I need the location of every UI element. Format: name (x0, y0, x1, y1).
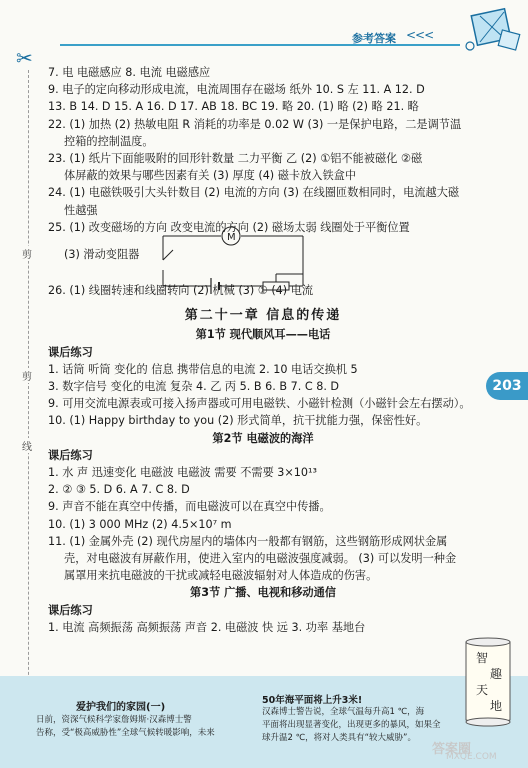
answer-line: 23. (1) 纸片下面能吸附的回形针数量 二力平衡 乙 (2) ①铝不能被磁化 ②磁 (48, 152, 423, 166)
answer-line: 1. 话筒 听筒 变化的 信息 携带信息的电流 2. 10 电话交换机 5 (48, 362, 358, 376)
page-header (0, 0, 528, 58)
line-label: 线 (22, 438, 32, 453)
answer-line: 1. 水 声 迅速变化 电磁波 电磁波 需要 不需要 3×10¹³ (48, 466, 318, 480)
answer-line: 26. (1) 线圈转速和线圈转向 (2) 机械 (3) ① (4) 电流 (48, 284, 314, 298)
circuit-row (48, 232, 478, 270)
footer-title-right: 50年海平面将上升3米! (262, 695, 363, 706)
cubes-decoration-icon (460, 2, 524, 58)
answer-line: 13. B 14. D 15. A 16. D 17. AB 18. BC 19. 略 20. (1) 略 (2) 略 21. 略 (48, 100, 419, 114)
footer-text-right (262, 706, 441, 745)
answer-content (48, 64, 478, 636)
answer-line: 25. (1) 改变磁场的方向 改变电流的方向 (2) 磁场太弱 线圈处于平衡位置 (48, 220, 410, 234)
header-arrows: <<< (406, 28, 434, 42)
answer-line: 10. (1) Happy birthday to you (2) 形式简单，抗干扰能力强，保密性好。 (48, 414, 428, 428)
footer-text-left (36, 714, 215, 740)
answer-line: 24. (1) 电磁铁吸引大头针数目 (2) 电流的方向 (3) 在线圈匝数相同时，电流越大磁 (48, 186, 460, 200)
answer-line: 1. 电流 高频振荡 高频振荡 声音 2. 电磁波 快 远 3. 功率 基地台 (48, 620, 366, 634)
answer-line: 属罩用来抗电磁波的干扰或减轻电磁波辐射对人体造成的伤害。 (64, 569, 378, 583)
footer-title-left: 爱护我们的家园(一) (76, 702, 166, 713)
chapter-title: 第二十一章 信息的传递 (184, 308, 342, 324)
answer-line: 性越强 (64, 203, 98, 217)
answer-line: 壳，对电磁波有屏蔽作用，使进入室内的电磁波强度减弱。 (3) 可以发明一种金 (64, 552, 457, 566)
section-heading: 课后练习 (48, 345, 93, 359)
answer-line: 9. 电子的定向移动形成电流，电流周围存在磁场 纸外 10. S 左 11. A 12. D (48, 83, 425, 97)
footer-line: 平面将出现显著变化，出现更多的暴风，如果全 (262, 720, 441, 730)
cut-line (28, 70, 29, 710)
header-rule (60, 44, 460, 46)
answer-line: 22. (1) 加热 (2) 热敏电阻 R 消耗的功率是 0.02 W (3) 一是保护电路，二是调节温 (48, 117, 462, 131)
svg-text:M: M (227, 232, 236, 244)
section-title: 第3节 广播、电视和移动通信 (190, 586, 336, 600)
header-label: 参考答案 (352, 32, 396, 45)
scroll-banner-icon (456, 636, 520, 732)
answer-line: 体屏蔽的效果与哪些因素有关 (3) 厚度 (4) 磁卡放入铁盒中 (64, 169, 357, 183)
watermark-url: MXQE.COM (446, 752, 497, 762)
footer-line: 日前，资深气候科学家詹姆斯·汉森博士警 (36, 715, 192, 725)
answer-line: 3. 数字信号 变化的电流 复杂 4. 乙 丙 5. B 6. B 7. C 8. D (48, 380, 340, 394)
scissors-icon: ✂ (16, 46, 33, 70)
answer-line: (3) 滑动变阻器 (64, 248, 140, 262)
answer-line: 控箱的控制温度。 (64, 134, 154, 148)
cut-label: 剪 (22, 246, 32, 261)
cut-label-2: 剪 (22, 368, 32, 383)
answer-line: 7. 电 电磁感应 8. 电流 电磁感应 (48, 66, 211, 79)
footer-line: 告称，受“极高威胁性”全球气候转暖影响，未来 (36, 728, 215, 738)
answer-line: 10. (1) 3 000 MHz (2) 4.5×10⁷ m (48, 517, 232, 531)
watermark: 答案圈 (432, 742, 472, 757)
section-heading: 课后练习 (48, 603, 93, 617)
footer-line: 汉森博士警告说，全球气温每升高1 ℃，海 (262, 707, 425, 717)
page-number-tab: 203 (486, 372, 528, 400)
scroll-text: 智趣天地 (475, 651, 503, 713)
section-title: 第1节 现代顺风耳——电话 (195, 328, 331, 342)
section-title: 第2节 电磁波的海洋 (212, 431, 314, 445)
answer-line: 11. (1) 金属外壳 (2) 现代房屋内的墙体内一般都有钢筋，这些钢筋形成网状金属 (48, 534, 448, 548)
section-heading: 课后练习 (48, 448, 93, 462)
answer-line: 9. 可用交流电源表或可接入扬声器或可用电磁铁、小磁针检测（小磁针会左右摆动）。 (48, 397, 471, 411)
footer-line: 球升温2 ℃，将对人类具有“较大威胁”。 (262, 733, 416, 743)
answer-line: 2. ② ③ 5. D 6. A 7. C 8. D (48, 483, 190, 497)
circuit-diagram (153, 220, 313, 302)
answer-line: 9. 声音不能在真空中传播，而电磁波可以在真空中传播。 (48, 500, 331, 514)
